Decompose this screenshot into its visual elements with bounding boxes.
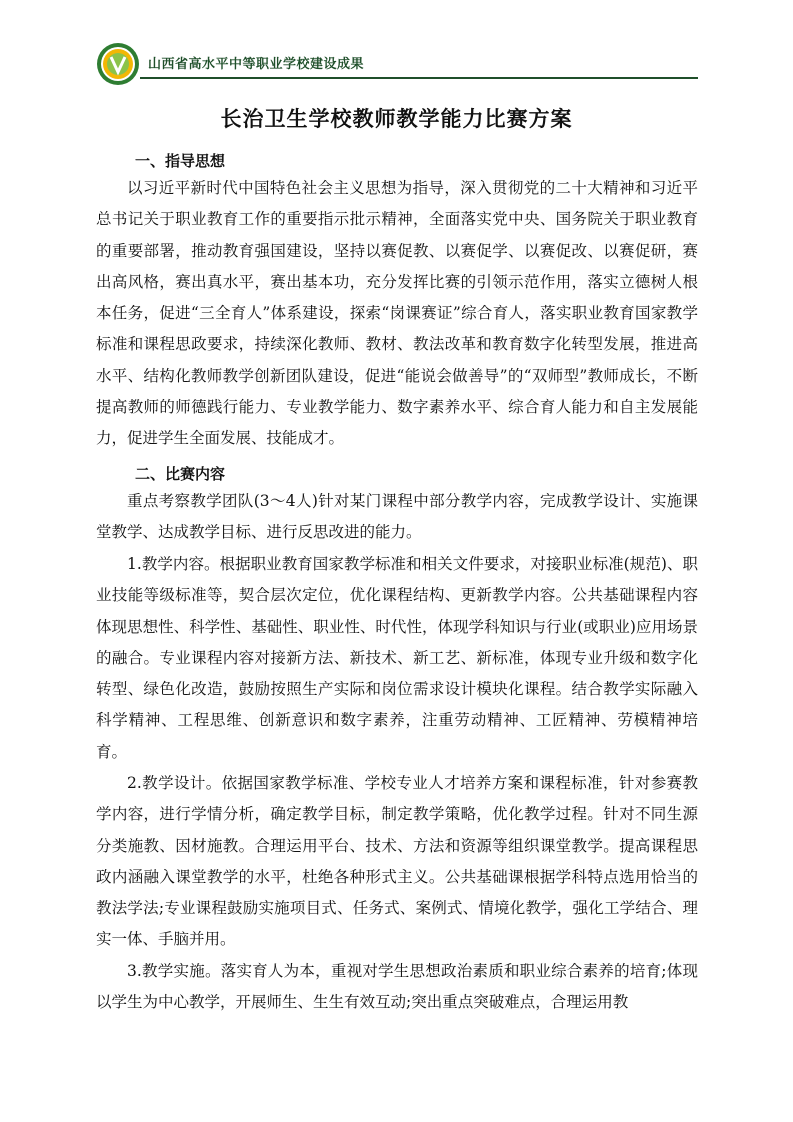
- page-header: [96, 40, 698, 88]
- paragraph: 3.教学实施。落实育人为本，重视对学生思想政治素质和职业综合素养的培育;体现以学生为中心教学，开展师生、生生有效互动;突出重点突破难点，合理运用教: [96, 962, 698, 1012]
- section-heading: 二、比赛内容: [135, 465, 226, 483]
- header-rule: [140, 77, 698, 79]
- document-title: 长治卫生学校教师教学能力比赛方案: [220, 107, 573, 131]
- section-heading: 一、指导思想: [135, 152, 226, 170]
- school-logo-icon: [96, 42, 140, 86]
- paragraph: 重点考察教学团队(3～4人)针对某门课程中部分教学内容，完成教学设计、实施课堂教学、达成教学目标、进行反思改进的能力。: [96, 492, 698, 542]
- paragraph: 2.教学设计。依据国家教学标准、学校专业人才培养方案和课程标准，针对参赛教学内容，进行学情分析，确定教学目标，制定教学策略，优化教学过程。针对不同生源分类施教、因材施教。合理运用平台、技术、方法和资源等组织课堂教学。提高课程思政内涵融入课堂教学的水平，杜绝各种形式主义。公共基础课根据学科特点选用恰当的教法学法;专业课程鼓励实施项目式、任务式、案例式、情境化教学，强化工学结合、理实一体、手脑并用。: [96, 774, 698, 949]
- header-title: 山西省高水平中等职业学校建设成果: [148, 57, 365, 72]
- paragraph: 以习近平新时代中国特色社会主义思想为指导，深入贯彻党的二十大精神和习近平总书记关于职业教育工作的重要指示批示精神，全面落实党中央、国务院关于职业教育的重要部署，推动教育强国建设，坚持以赛促教、以赛促学、以赛促改、以赛促研，赛出高风格，赛出真水平，赛出基本功，充分发挥比赛的引领示范作用，落实立德树人根本任务，促进“三全育人”体系建设，探索“岗课赛证”综合育人，落实职业教育国家教学标准和课程思政要求，持续深化教师、教材、教法改革和教育数字化转型发展，推进高水平、结构化教师教学创新团队建设，促进“能说会做善导”的“双师型”教师成长，不断提高教师的师德践行能力、专业教学能力、数字素养水平、综合育人能力和自主发展能力，促进学生全面发展、技能成才。: [96, 179, 698, 448]
- paragraph: 1.教学内容。根据职业教育国家教学标准和相关文件要求，对接职业标准(规范)、职业技能等级标准等，契合层次定位，优化课程结构、更新教学内容。公共基础课程内容体现思想性、科学性、基础性、职业性、时代性，体现学科知识与行业(或职业)应用场景的融合。专业课程内容对接新方法、新技术、新工艺、新标准，体现专业升级和数字化转型、绿色化改造，鼓励按照生产实际和岗位需求设计模块化课程。结合教学实际融入科学精神、工程思维、创新意识和数字素养，注重劳动精神、工匠精神、劳模精神培育。: [96, 555, 698, 761]
